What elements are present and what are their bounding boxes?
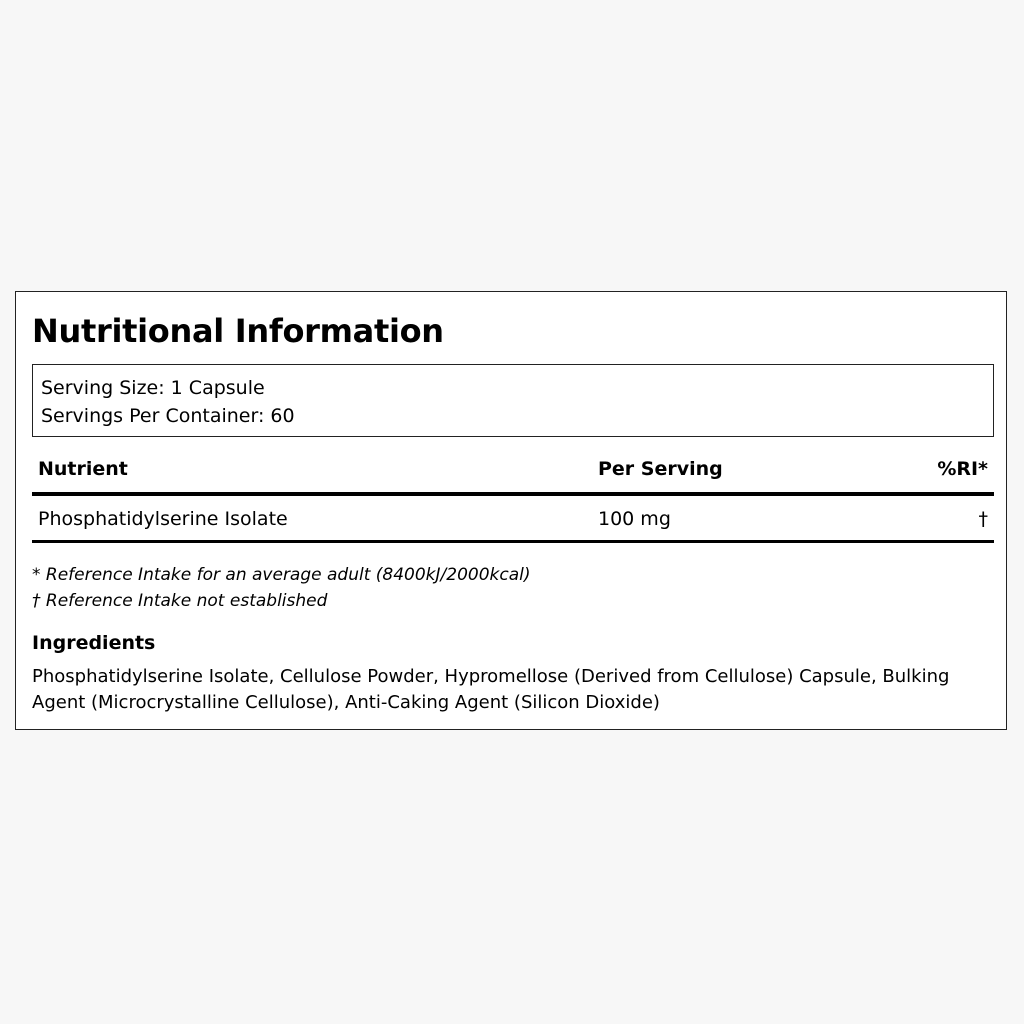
footnotes bbox=[32, 562, 531, 614]
nutrient-ri: † bbox=[978, 507, 988, 530]
ingredients-text: Phosphatidylserine Isolate, Cellulose Powder, Hypromellose (Derived from Cellulose) Capsule, Bulking Agent (Microcrystalline Cellulose), Anti-Caking Agent (Silicon Dioxide) bbox=[32, 666, 950, 713]
column-header-ri: %RI* bbox=[937, 458, 988, 480]
serving-size: Serving Size: 1 Capsule bbox=[41, 377, 265, 399]
ingredients-heading: Ingredients bbox=[32, 632, 156, 654]
nutrient-amount: 100 mg bbox=[598, 507, 671, 530]
footnote-not-established: † Reference Intake not established bbox=[32, 591, 328, 611]
table-divider bbox=[32, 540, 994, 544]
page-title: Nutritional Information bbox=[32, 312, 444, 350]
nutrient-name: Phosphatidylserine Isolate bbox=[38, 507, 288, 530]
serving-info-box bbox=[32, 364, 994, 437]
column-header-nutrient: Nutrient bbox=[38, 458, 128, 480]
footnote-reference-intake: * Reference Intake for an average adult (8400kJ/2000kcal) bbox=[32, 565, 531, 585]
nutrition-panel bbox=[15, 291, 1007, 730]
table-header-row bbox=[32, 448, 994, 492]
table-row bbox=[32, 496, 994, 540]
servings-per-container: Servings Per Container: 60 bbox=[41, 405, 295, 427]
nutrient-table bbox=[32, 448, 994, 543]
column-header-per-serving: Per Serving bbox=[598, 458, 723, 480]
